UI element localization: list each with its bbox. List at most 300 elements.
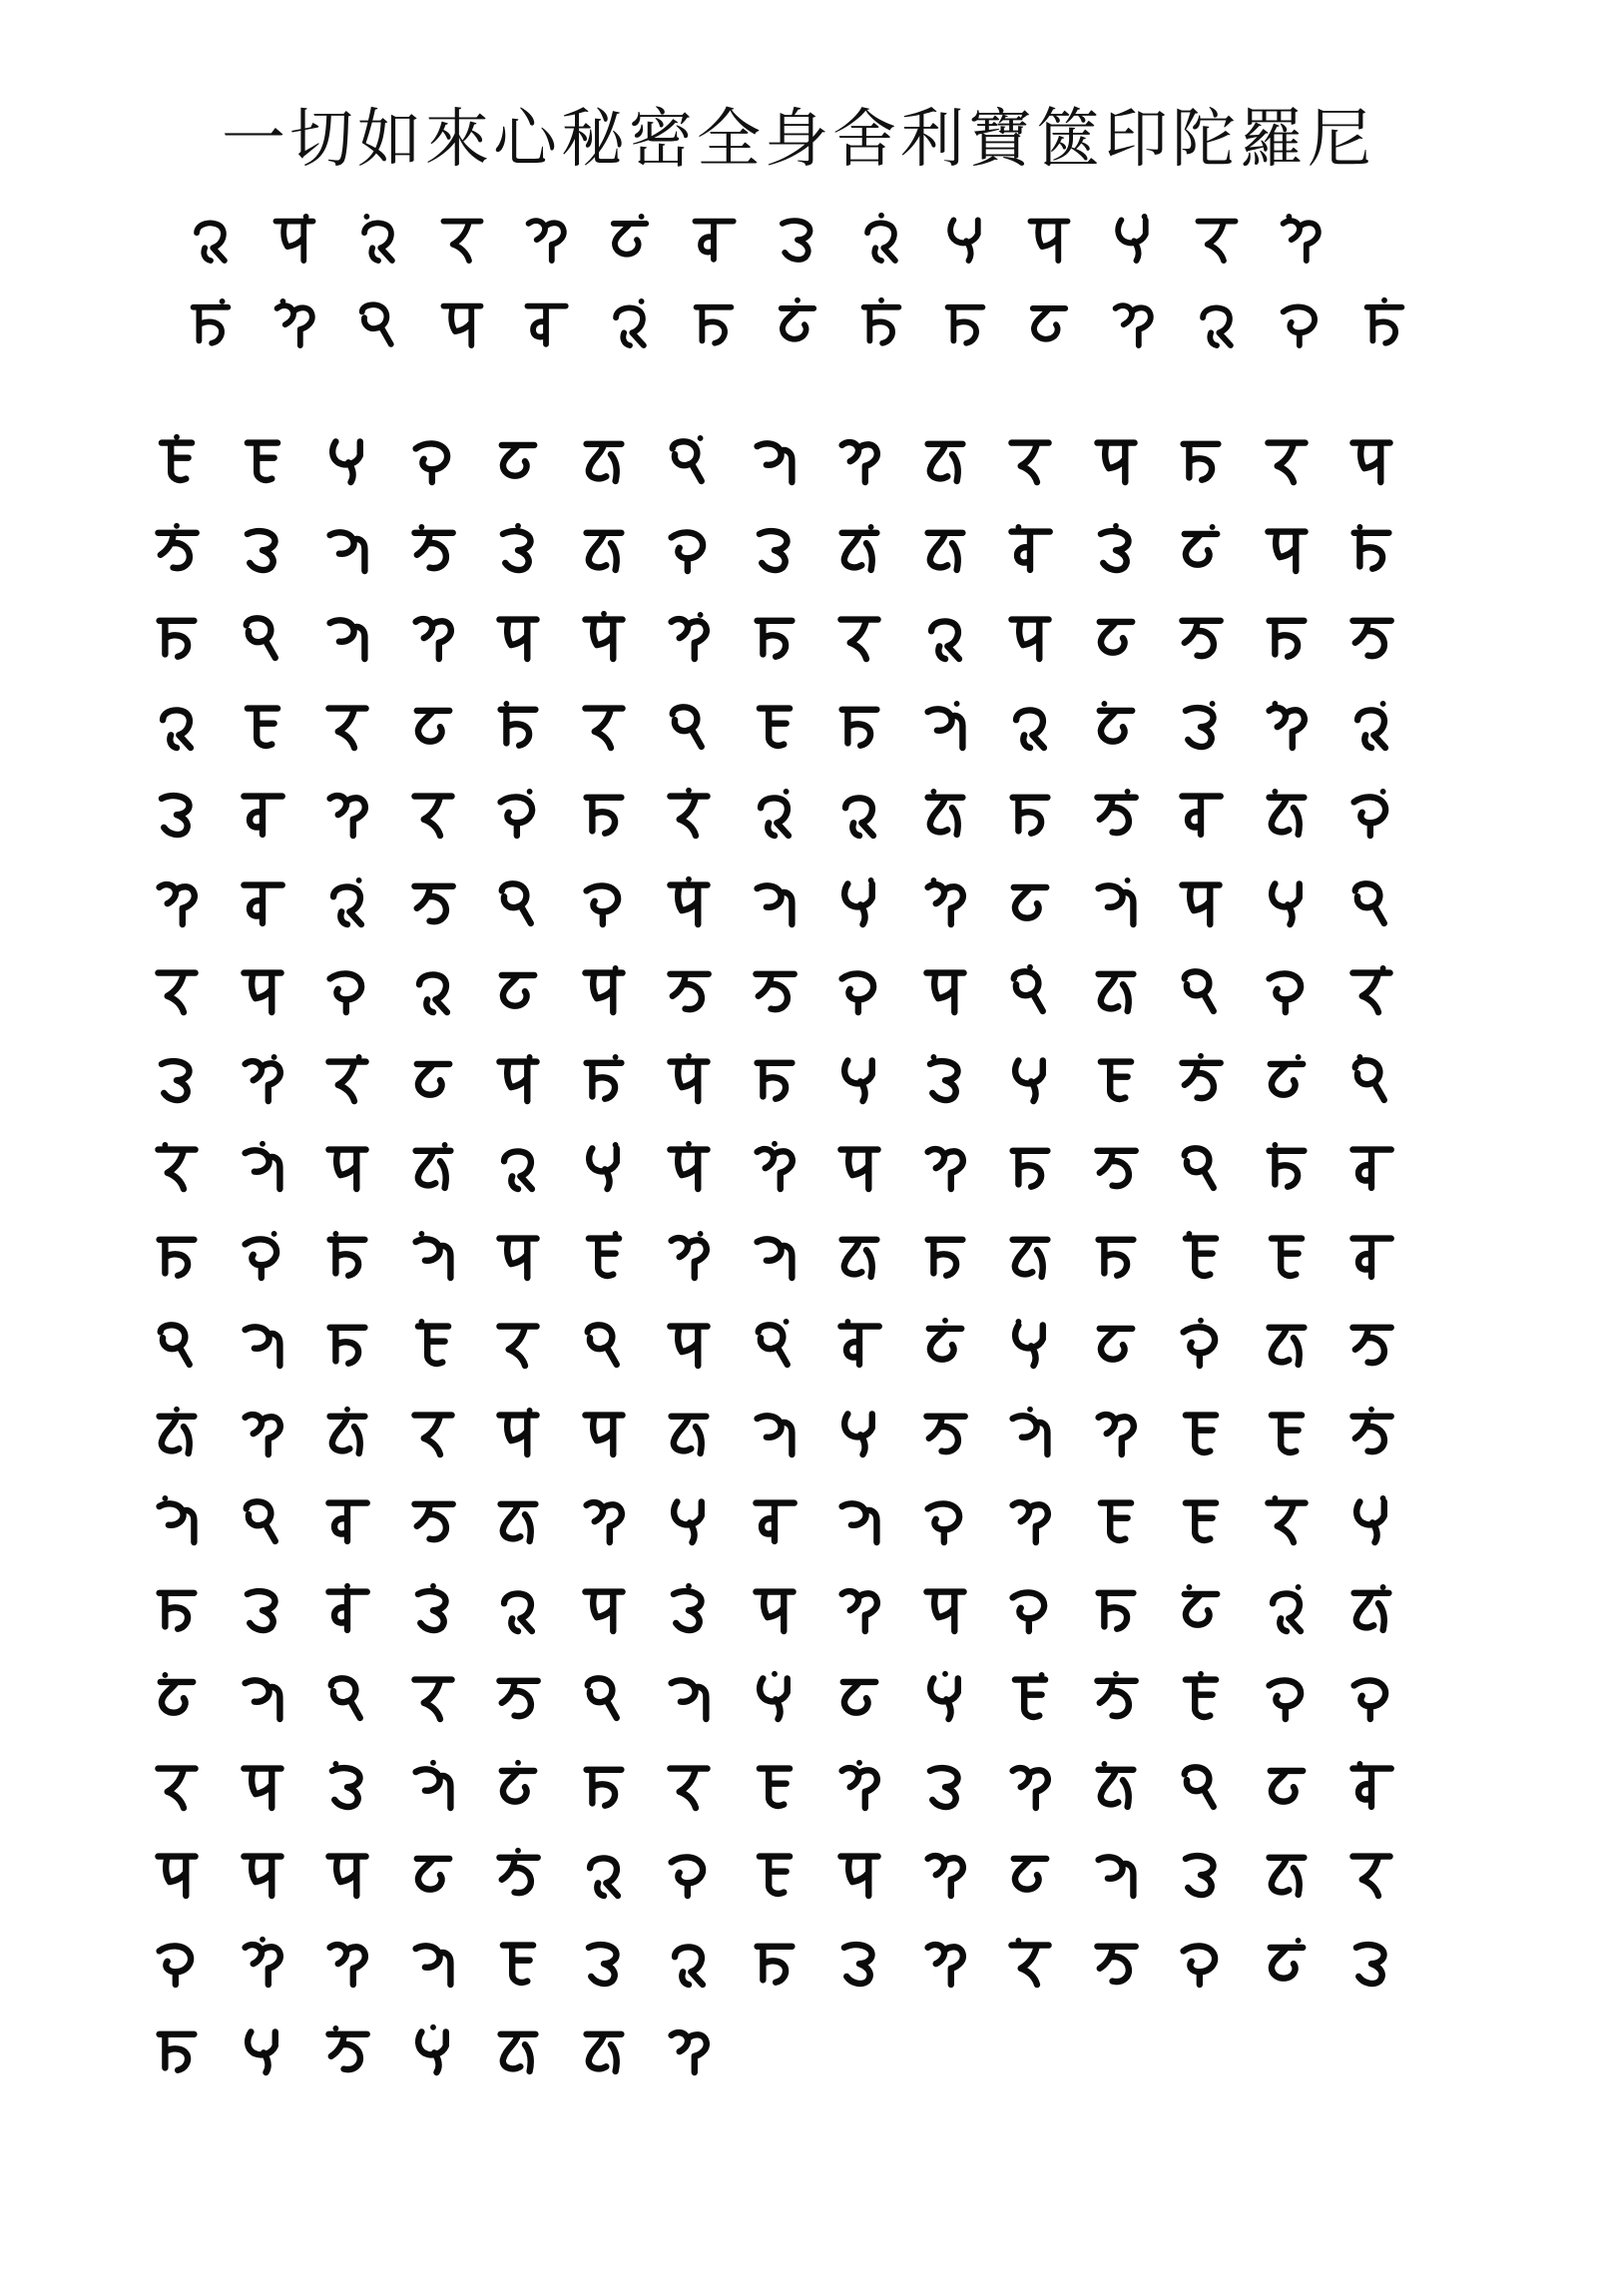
- siddham-glyph: [575, 1227, 633, 1285]
- siddham-glyph: [234, 961, 291, 1019]
- siddham-glyph: [746, 1580, 803, 1638]
- siddham-glyph: [916, 873, 974, 931]
- header-siddham-glyph: [1272, 294, 1330, 352]
- siddham-glyph: [404, 1580, 462, 1638]
- siddham-glyph: [746, 1404, 803, 1461]
- siddham-glyph: [404, 1050, 462, 1108]
- siddham-glyph: [575, 520, 633, 578]
- siddham-glyph: [1087, 1491, 1145, 1549]
- siddham-glyph: [1172, 1934, 1230, 1992]
- siddham-glyph: [1342, 1138, 1400, 1196]
- siddham-glyph: [746, 1227, 803, 1285]
- header-siddham-glyph: [685, 294, 743, 352]
- header-siddham-glyph: [1272, 210, 1330, 268]
- siddham-glyph: [830, 520, 888, 578]
- siddham-glyph: [1258, 961, 1316, 1019]
- siddham-glyph: [575, 873, 633, 931]
- siddham-glyph: [234, 520, 291, 578]
- siddham-glyph: [830, 1227, 888, 1285]
- siddham-glyph: [1342, 961, 1400, 1019]
- siddham-glyph: [318, 608, 376, 666]
- siddham-glyph: [575, 1050, 633, 1108]
- header-siddham-glyph: [1188, 294, 1246, 352]
- header-siddham-glyph: [601, 294, 659, 352]
- siddham-glyph: [1258, 1580, 1316, 1638]
- header-siddham-glyph: [1104, 210, 1162, 268]
- siddham-glyph: [1342, 697, 1400, 755]
- siddham-glyph: [1172, 1845, 1230, 1903]
- siddham-glyph: [1087, 1138, 1145, 1196]
- siddham-glyph: [1258, 1315, 1316, 1373]
- siddham-glyph: [660, 1404, 718, 1461]
- siddham-glyph: [148, 873, 206, 931]
- siddham-glyph: [916, 1491, 974, 1549]
- header-siddham-glyph: [433, 210, 491, 268]
- siddham-glyph: [660, 1668, 718, 1726]
- siddham-glyph: [489, 2021, 547, 2079]
- siddham-glyph: [660, 1580, 718, 1638]
- siddham-glyph: [148, 1934, 206, 1992]
- siddham-glyph: [1001, 1491, 1059, 1549]
- siddham-glyph: [830, 1315, 888, 1373]
- siddham-glyph: [1258, 1845, 1316, 1903]
- siddham-glyph: [234, 785, 291, 843]
- siddham-glyph: [318, 785, 376, 843]
- siddham-glyph: [916, 1227, 974, 1285]
- siddham-glyph: [1087, 697, 1145, 755]
- siddham-glyph: [489, 1404, 547, 1461]
- siddham-glyph: [1258, 1491, 1316, 1549]
- siddham-glyph: [318, 2021, 376, 2079]
- siddham-glyph: [489, 608, 547, 666]
- siddham-glyph: [1001, 1138, 1059, 1196]
- siddham-glyph: [660, 1845, 718, 1903]
- siddham-glyph: [148, 1227, 206, 1285]
- siddham-glyph: [404, 785, 462, 843]
- siddham-glyph: [1172, 1138, 1230, 1196]
- siddham-glyph: [916, 1668, 974, 1726]
- siddham-glyph: [746, 873, 803, 931]
- siddham-glyph: [1172, 1668, 1230, 1726]
- siddham-glyph: [746, 1668, 803, 1726]
- siddham-glyph: [318, 1757, 376, 1815]
- siddham-glyph: [746, 1491, 803, 1549]
- siddham-glyph: [575, 1934, 633, 1992]
- siddham-glyph: [148, 431, 206, 489]
- siddham-glyph: [404, 1227, 462, 1285]
- siddham-glyph: [575, 961, 633, 1019]
- siddham-glyph: [746, 1315, 803, 1373]
- siddham-glyph: [1172, 873, 1230, 931]
- siddham-glyph: [148, 1404, 206, 1461]
- siddham-glyph: [1342, 1580, 1400, 1638]
- siddham-glyph: [1087, 1934, 1145, 1992]
- siddham-glyph: [1342, 1050, 1400, 1108]
- siddham-glyph: [575, 1757, 633, 1815]
- siddham-glyph: [1172, 520, 1230, 578]
- siddham-glyph: [148, 1138, 206, 1196]
- siddham-glyph: [1342, 608, 1400, 666]
- siddham-glyph: [1087, 785, 1145, 843]
- siddham-glyph: [1172, 785, 1230, 843]
- siddham-glyph: [148, 1050, 206, 1108]
- siddham-glyph: [1172, 1315, 1230, 1373]
- header-siddham-glyph: [1355, 294, 1413, 352]
- header-siddham-glyph: [936, 210, 994, 268]
- siddham-glyph: [148, 520, 206, 578]
- siddham-glyph: [1001, 1757, 1059, 1815]
- header-siddham-glyph: [349, 210, 407, 268]
- siddham-glyph: [830, 431, 888, 489]
- header-siddham-glyph: [266, 210, 323, 268]
- siddham-glyph: [916, 1845, 974, 1903]
- siddham-glyph: [916, 1757, 974, 1815]
- siddham-glyph: [660, 1491, 718, 1549]
- header-siddham-glyph: [266, 294, 323, 352]
- siddham-glyph: [1258, 1404, 1316, 1461]
- siddham-glyph: [1001, 1580, 1059, 1638]
- siddham-glyph: [746, 1845, 803, 1903]
- siddham-glyph: [575, 697, 633, 755]
- siddham-glyph: [830, 697, 888, 755]
- siddham-glyph: [404, 2021, 462, 2079]
- siddham-glyph: [234, 1934, 291, 1992]
- header-siddham-glyph: [769, 210, 826, 268]
- siddham-glyph: [318, 1580, 376, 1638]
- siddham-glyph: [148, 1491, 206, 1549]
- header-siddham-glyph: [517, 210, 575, 268]
- siddham-glyph: [1001, 697, 1059, 755]
- siddham-glyph: [916, 785, 974, 843]
- siddham-glyph: [1001, 873, 1059, 931]
- siddham-glyph: [916, 520, 974, 578]
- siddham-glyph: [660, 1227, 718, 1285]
- siddham-glyph: [1258, 697, 1316, 755]
- siddham-glyph: [1172, 1757, 1230, 1815]
- siddham-glyph: [234, 1580, 291, 1638]
- page-title: 一切如來心秘密全身舍利寶篋印陀羅尼: [222, 103, 1375, 177]
- siddham-glyph: [1087, 961, 1145, 1019]
- siddham-glyph: [1087, 1757, 1145, 1815]
- siddham-glyph: [830, 1845, 888, 1903]
- siddham-glyph: [234, 2021, 291, 2079]
- siddham-glyph: [489, 1668, 547, 1726]
- siddham-glyph: [1087, 431, 1145, 489]
- siddham-glyph: [830, 961, 888, 1019]
- siddham-glyph: [916, 1050, 974, 1108]
- siddham-glyph: [1001, 1050, 1059, 1108]
- siddham-glyph: [916, 697, 974, 755]
- siddham-glyph: [234, 697, 291, 755]
- siddham-glyph: [575, 1491, 633, 1549]
- header-siddham-glyph: [852, 294, 910, 352]
- siddham-glyph: [234, 1757, 291, 1815]
- header-siddham-glyph: [517, 294, 575, 352]
- siddham-glyph: [1001, 961, 1059, 1019]
- siddham-glyph: [1342, 1668, 1400, 1726]
- siddham-glyph: [404, 1138, 462, 1196]
- header-siddham-glyph: [1188, 210, 1246, 268]
- siddham-glyph: [234, 1845, 291, 1903]
- siddham-glyph: [660, 520, 718, 578]
- siddham-glyph: [575, 1315, 633, 1373]
- siddham-glyph: [404, 1404, 462, 1461]
- siddham-glyph: [1087, 1050, 1145, 1108]
- siddham-glyph: [1001, 1404, 1059, 1461]
- siddham-glyph: [1258, 1227, 1316, 1285]
- siddham-glyph: [234, 431, 291, 489]
- siddham-glyph: [916, 1315, 974, 1373]
- siddham-glyph: [746, 1050, 803, 1108]
- siddham-glyph: [148, 1580, 206, 1638]
- siddham-glyph: [1172, 1227, 1230, 1285]
- header-siddham-glyph: [182, 294, 240, 352]
- siddham-glyph: [234, 1668, 291, 1726]
- siddham-glyph: [234, 1227, 291, 1285]
- siddham-glyph: [1001, 520, 1059, 578]
- siddham-glyph: [318, 520, 376, 578]
- siddham-glyph: [575, 1845, 633, 1903]
- siddham-glyph: [318, 1668, 376, 1726]
- siddham-glyph: [489, 961, 547, 1019]
- siddham-glyph: [916, 1404, 974, 1461]
- siddham-glyph: [318, 1227, 376, 1285]
- siddham-glyph: [660, 431, 718, 489]
- siddham-glyph: [489, 1757, 547, 1815]
- siddham-glyph: [489, 1491, 547, 1549]
- siddham-glyph: [318, 697, 376, 755]
- siddham-glyph: [660, 1757, 718, 1815]
- siddham-glyph: [1087, 1227, 1145, 1285]
- siddham-glyph: [1342, 431, 1400, 489]
- siddham-glyph: [660, 697, 718, 755]
- header-siddham-glyph: [769, 294, 826, 352]
- siddham-glyph: [830, 1050, 888, 1108]
- siddham-glyph: [489, 873, 547, 931]
- siddham-glyph: [1258, 1934, 1316, 1992]
- siddham-glyph: [148, 1845, 206, 1903]
- siddham-glyph: [1342, 1934, 1400, 1992]
- siddham-glyph: [148, 785, 206, 843]
- siddham-glyph: [830, 608, 888, 666]
- siddham-glyph: [1087, 1580, 1145, 1638]
- siddham-glyph: [1087, 1668, 1145, 1726]
- siddham-glyph: [1342, 873, 1400, 931]
- siddham-glyph: [234, 1050, 291, 1108]
- siddham-glyph: [489, 1580, 547, 1638]
- siddham-glyph: [148, 2021, 206, 2079]
- siddham-glyph: [1172, 1580, 1230, 1638]
- siddham-glyph: [660, 1315, 718, 1373]
- siddham-glyph: [404, 608, 462, 666]
- siddham-glyph: [830, 1491, 888, 1549]
- siddham-glyph: [1172, 1404, 1230, 1461]
- header-siddham-glyph: [182, 210, 240, 268]
- siddham-glyph: [404, 1491, 462, 1549]
- siddham-glyph: [318, 1404, 376, 1461]
- siddham-glyph: [318, 1845, 376, 1903]
- siddham-glyph: [1172, 431, 1230, 489]
- siddham-glyph: [1087, 608, 1145, 666]
- siddham-glyph: [1001, 1315, 1059, 1373]
- siddham-glyph: [1172, 608, 1230, 666]
- siddham-glyph: [830, 1934, 888, 1992]
- siddham-glyph: [830, 1668, 888, 1726]
- siddham-glyph: [1087, 1404, 1145, 1461]
- siddham-glyph: [916, 1580, 974, 1638]
- siddham-glyph: [234, 1491, 291, 1549]
- siddham-glyph: [830, 785, 888, 843]
- siddham-glyph: [1087, 520, 1145, 578]
- siddham-glyph: [1258, 873, 1316, 931]
- siddham-glyph: [404, 873, 462, 931]
- siddham-glyph: [830, 873, 888, 931]
- siddham-glyph: [1172, 697, 1230, 755]
- siddham-glyph: [1342, 1315, 1400, 1373]
- siddham-glyph: [1342, 1757, 1400, 1815]
- header-siddham-glyph: [852, 210, 910, 268]
- siddham-glyph: [1258, 1138, 1316, 1196]
- siddham-glyph: [1001, 1845, 1059, 1903]
- siddham-glyph: [489, 785, 547, 843]
- siddham-glyph: [404, 1934, 462, 1992]
- header-siddham-glyph: [1020, 294, 1078, 352]
- siddham-glyph: [746, 1757, 803, 1815]
- siddham-glyph: [660, 2021, 718, 2079]
- siddham-glyph: [234, 1138, 291, 1196]
- header-siddham-glyph: [1020, 210, 1078, 268]
- siddham-glyph: [1342, 1845, 1400, 1903]
- siddham-glyph: [746, 961, 803, 1019]
- siddham-glyph: [1172, 1491, 1230, 1549]
- siddham-glyph: [660, 1050, 718, 1108]
- siddham-glyph: [746, 1138, 803, 1196]
- header-siddham-glyph: [685, 210, 743, 268]
- siddham-glyph: [746, 785, 803, 843]
- siddham-glyph: [1258, 1668, 1316, 1726]
- siddham-glyph: [148, 1668, 206, 1726]
- siddham-glyph: [234, 1315, 291, 1373]
- siddham-glyph: [916, 431, 974, 489]
- siddham-glyph: [318, 961, 376, 1019]
- siddham-glyph: [489, 1050, 547, 1108]
- siddham-glyph: [1087, 873, 1145, 931]
- siddham-glyph: [1087, 1315, 1145, 1373]
- siddham-glyph: [575, 1668, 633, 1726]
- siddham-glyph: [575, 431, 633, 489]
- siddham-glyph: [1001, 1227, 1059, 1285]
- siddham-glyph: [1001, 1668, 1059, 1726]
- siddham-glyph: [318, 1315, 376, 1373]
- siddham-glyph: [404, 1845, 462, 1903]
- siddham-glyph: [660, 1138, 718, 1196]
- siddham-glyph: [575, 2021, 633, 2079]
- siddham-glyph: [916, 1934, 974, 1992]
- siddham-glyph: [404, 431, 462, 489]
- siddham-glyph: [746, 697, 803, 755]
- siddham-glyph: [404, 520, 462, 578]
- header-siddham-glyph: [936, 294, 994, 352]
- siddham-glyph: [660, 873, 718, 931]
- siddham-glyph: [234, 873, 291, 931]
- siddham-glyph: [575, 608, 633, 666]
- siddham-glyph: [746, 608, 803, 666]
- siddham-glyph: [1001, 1934, 1059, 1992]
- header-siddham-glyph: [433, 294, 491, 352]
- siddham-glyph: [148, 1315, 206, 1373]
- siddham-glyph: [404, 697, 462, 755]
- siddham-glyph: [916, 961, 974, 1019]
- siddham-glyph: [1342, 785, 1400, 843]
- siddham-glyph: [1172, 961, 1230, 1019]
- siddham-glyph: [746, 520, 803, 578]
- siddham-glyph: [489, 431, 547, 489]
- siddham-glyph: [1258, 431, 1316, 489]
- siddham-glyph: [148, 697, 206, 755]
- siddham-glyph: [575, 1404, 633, 1461]
- siddham-glyph: [489, 1934, 547, 1992]
- siddham-glyph: [1342, 520, 1400, 578]
- siddham-glyph: [830, 1404, 888, 1461]
- siddham-glyph: [148, 1757, 206, 1815]
- siddham-glyph: [234, 608, 291, 666]
- header-siddham-glyph: [601, 210, 659, 268]
- siddham-glyph: [489, 1845, 547, 1903]
- siddham-glyph: [1342, 1227, 1400, 1285]
- siddham-glyph: [148, 608, 206, 666]
- siddham-glyph: [318, 1138, 376, 1196]
- siddham-glyph: [916, 608, 974, 666]
- siddham-glyph: [830, 1580, 888, 1638]
- siddham-glyph: [916, 1138, 974, 1196]
- siddham-glyph: [148, 961, 206, 1019]
- siddham-glyph: [1001, 431, 1059, 489]
- siddham-glyph: [1258, 1050, 1316, 1108]
- header-siddham-glyph: [1104, 294, 1162, 352]
- siddham-glyph: [489, 1315, 547, 1373]
- siddham-glyph: [1258, 608, 1316, 666]
- siddham-glyph: [489, 697, 547, 755]
- header-siddham-glyph: [349, 294, 407, 352]
- siddham-glyph: [318, 431, 376, 489]
- siddham-glyph: [404, 1668, 462, 1726]
- siddham-glyph: [660, 608, 718, 666]
- siddham-glyph: [660, 961, 718, 1019]
- siddham-glyph: [1001, 785, 1059, 843]
- siddham-glyph: [1258, 520, 1316, 578]
- siddham-glyph: [318, 1050, 376, 1108]
- siddham-glyph: [489, 1227, 547, 1285]
- siddham-glyph: [1342, 1491, 1400, 1549]
- siddham-glyph: [1258, 785, 1316, 843]
- siddham-glyph: [575, 1580, 633, 1638]
- siddham-glyph: [404, 961, 462, 1019]
- siddham-glyph: [404, 1757, 462, 1815]
- siddham-glyph: [830, 1757, 888, 1815]
- siddham-glyph: [660, 785, 718, 843]
- siddham-glyph: [575, 785, 633, 843]
- siddham-glyph: [830, 1138, 888, 1196]
- siddham-glyph: [1342, 1404, 1400, 1461]
- siddham-glyph: [746, 1934, 803, 1992]
- siddham-glyph: [234, 1404, 291, 1461]
- siddham-glyph: [489, 1138, 547, 1196]
- siddham-glyph: [404, 1315, 462, 1373]
- siddham-glyph: [318, 1934, 376, 1992]
- siddham-glyph: [1172, 1050, 1230, 1108]
- siddham-glyph: [575, 1138, 633, 1196]
- siddham-glyph: [318, 1491, 376, 1549]
